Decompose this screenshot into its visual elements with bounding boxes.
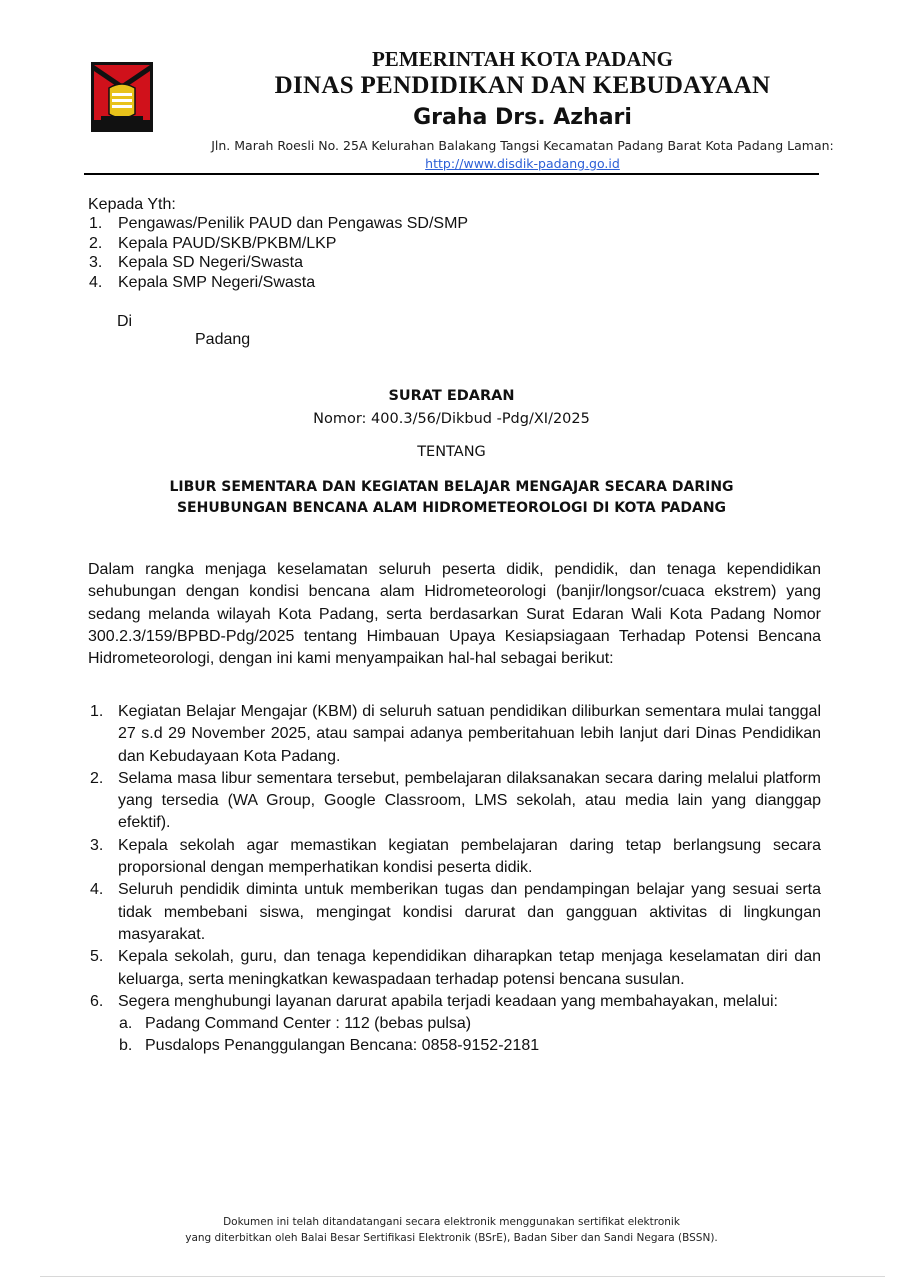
point-text: Kegiatan Belajar Mengajar (KBM) di seluruh satuan pendidikan diliburkan sementara mulai tanggal 27 s.d 29 November 2025, atau sampai adanya pemberitahuan lebih lanjut dari Dinas Pendidikan dan Kebudayaan Kota Padang.: [118, 703, 821, 765]
list-item: [88, 879, 821, 946]
list-number: 2.: [90, 769, 104, 787]
letter-subject-line-1: LIBUR SEMENTARA DAN KEGIATAN BELAJAR MENGAJAR SECARA DARING: [169, 479, 734, 495]
letter-about-label: TENTANG: [417, 444, 486, 460]
recipient-text: Kepala SMP Negeri/Swasta: [118, 273, 316, 291]
contact-text: Padang Command Center : 112 (bebas pulsa): [145, 1015, 472, 1033]
list-number: 5.: [90, 948, 104, 966]
recipient-list: [88, 214, 468, 292]
addressee-di: Di: [117, 313, 133, 330]
point-text: Kepala sekolah agar memastikan kegiatan pembelajaran daring tetap berlangsung secara proporsional dengan memperhatikan kondisi peserta didik.: [118, 836, 821, 877]
e-signature-note-line-1: Dokumen ini telah ditandatangani secara elektronik menggunakan sertifikat elektronik: [223, 1216, 680, 1228]
letter-intro-paragraph: Dalam rangka menjaga keselamatan seluruh peserta didik, pendidik, dan tenaga kependidikan sehubungan dengan kondisi bencana alam Hidrometeorologi (banjir/longsor/cuaca ekstrem) yang sedang melanda wilayah Kota Padang, serta berdasarkan Surat Edaran Wali Kota Padang Nomor 300.2.3/159/BPBD-Pdg/2025 tentang Himbauan Upaya Kesiapsiagaan Terhadap Potensi Bencana Hidrometeorologi, dengan ini kami menyampaikan hal-hal sebagai berikut:: [88, 561, 821, 668]
contact-text: Pusdalops Penanggulangan Bencana: 0858-9152-2181: [145, 1037, 540, 1055]
list-item: [118, 1035, 821, 1057]
header-government-name: PEMERINTAH KOTA PADANG: [371, 47, 673, 71]
list-number: 1.: [90, 703, 104, 720]
e-signature-note-line-2: yang diterbitkan oleh Balai Besar Sertifikasi Elektronik (BSrE), Badan Siber dan Sandi Negara (BSSN).: [185, 1232, 718, 1244]
list-item: [118, 1013, 821, 1035]
list-letter: b.: [119, 1037, 133, 1055]
addressee-place: Padang: [195, 331, 251, 348]
list-item: [88, 768, 821, 835]
list-item: [88, 701, 821, 768]
list-number: 3.: [90, 836, 104, 854]
list-item: [88, 253, 468, 273]
header-building-name: Graha Drs. Azhari: [413, 105, 632, 130]
recipient-text: Kepala PAUD/SKB/PKBM/LKP: [118, 234, 337, 252]
header-agency-name: DINAS PENDIDIKAN DAN KEBUDAYAAN: [274, 72, 771, 99]
list-item: [88, 835, 821, 880]
list-item: [88, 214, 468, 234]
list-number: 2.: [89, 234, 103, 252]
letter-subject-line-2: SEHUBUNGAN BENCANA ALAM HIDROMETEOROLOGI DI KOTA PADANG: [176, 500, 727, 516]
list-item: [88, 946, 821, 991]
list-number: 3.: [89, 254, 103, 271]
list-item: [88, 991, 821, 1058]
recipient-text: Kepala SD Negeri/Swasta: [118, 254, 303, 271]
list-item: [88, 273, 468, 293]
point-text: Segera menghubungi layanan darurat apabila terjadi keadaan yang membahayakan, melalui:: [118, 992, 778, 1010]
list-letter: a.: [119, 1015, 133, 1033]
recipient-text: Pengawas/Penilik PAUD dan Pengawas SD/SMP: [118, 215, 469, 232]
header-address: Jln. Marah Roesli No. 25A Kelurahan Balakang Tangsi Kecamatan Padang Barat Kota Padang Laman:: [211, 138, 834, 153]
header-divider: [84, 173, 819, 175]
point-text: Seluruh pendidik diminta untuk memberikan tugas dan pendampingan belajar yang sesuai serta tidak membebani siswa, mengingat kondisi darurat dan gangguan aktivitas di lingkungan masyarakat.: [118, 881, 821, 943]
list-number: 4.: [89, 273, 103, 291]
list-item: [88, 234, 468, 254]
list-number: 6.: [90, 992, 104, 1010]
letter-points-list: [88, 701, 821, 1058]
footer-divider: [40, 1276, 885, 1277]
letter-number: Nomor: 400.3/56/Dikbud -Pdg/XI/2025: [313, 411, 590, 427]
list-number: 1.: [89, 215, 103, 232]
emergency-contact-list: [118, 1013, 821, 1058]
header-website: [0, 156, 905, 171]
point-text: Selama masa libur sementara tersebut, pembelajaran dilaksanakan secara daring melalui platform yang tersedia (WA Group, Google Classroom, LMS sekolah, atau media lain yang dianggap efektif).: [118, 769, 821, 832]
list-number: 4.: [90, 881, 104, 899]
point-text: Kepala sekolah, guru, dan tenaga kependidikan diharapkan tetap menjaga keselamatan diri dan keluarga, serta meningkatkan kewaspadaan terhadap potensi bencana susulan.: [118, 948, 821, 988]
letter-title: SURAT EDARAN: [388, 388, 515, 404]
addressee-greeting: Kepada Yth:: [88, 196, 176, 213]
website-link[interactable]: http://www.disdik-padang.go.id: [425, 156, 620, 171]
